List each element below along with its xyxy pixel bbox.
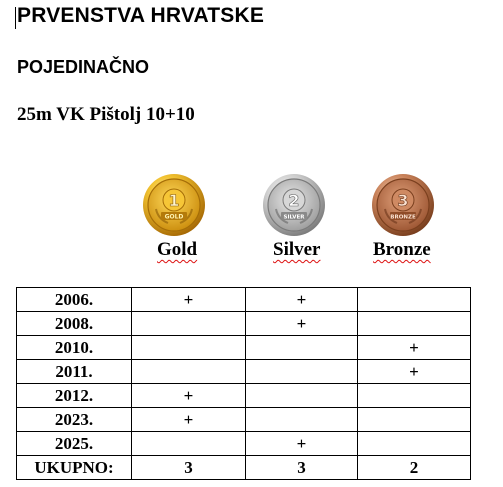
- bronze-cell: +: [358, 360, 471, 384]
- year-cell: 2023.: [17, 408, 132, 432]
- table-row: [17, 312, 471, 336]
- bronze-cell: [358, 288, 471, 312]
- silver-cell: [246, 336, 358, 360]
- gold-cell: [132, 336, 246, 360]
- gold-cell: [132, 360, 246, 384]
- table-row: [17, 288, 471, 312]
- bronze-cell: [358, 432, 471, 456]
- year-cell: 2011.: [17, 360, 132, 384]
- total-row: [17, 456, 471, 480]
- bronze-cell: [358, 408, 471, 432]
- table-row: [17, 384, 471, 408]
- silver-medal-number: 2: [288, 191, 300, 210]
- bronze-medal-icon: [371, 173, 435, 237]
- year-cell: 2008.: [17, 312, 132, 336]
- gold-cell: +: [132, 288, 246, 312]
- text-cursor: [15, 7, 16, 29]
- total-gold: 3: [132, 456, 246, 480]
- table-row: [17, 360, 471, 384]
- event-title: 25m VK Pištolj 10+10: [17, 104, 195, 125]
- bronze-cell: +: [358, 336, 471, 360]
- bronze-medal-ribbon: BRONZE: [390, 214, 416, 221]
- silver-cell: +: [246, 312, 358, 336]
- gold-cell: [132, 432, 246, 456]
- bronze-medal-number: 3: [397, 191, 409, 210]
- silver-medal-icon: [262, 173, 326, 237]
- bronze-label: Bronze: [373, 239, 431, 260]
- document-subtitle: POJEDINAČNO: [17, 57, 150, 77]
- year-cell: 2010.: [17, 336, 132, 360]
- gold-medal-number: 1: [168, 191, 180, 210]
- table-row: [17, 432, 471, 456]
- table-row: [17, 336, 471, 360]
- total-bronze: 2: [358, 456, 471, 480]
- bronze-cell: [358, 384, 471, 408]
- silver-medal-ribbon: SILVER: [283, 214, 305, 221]
- gold-label: Gold: [157, 239, 198, 260]
- year-cell: 2025.: [17, 432, 132, 456]
- gold-cell: [132, 312, 246, 336]
- results-table: [16, 287, 471, 480]
- silver-cell: [246, 408, 358, 432]
- silver-cell: +: [246, 288, 358, 312]
- gold-medal-ribbon: GOLD: [164, 213, 184, 221]
- silver-cell: +: [246, 432, 358, 456]
- document-title: PRVENSTVA HRVATSKE: [17, 4, 265, 27]
- year-cell: 2012.: [17, 384, 132, 408]
- gold-cell: +: [132, 384, 246, 408]
- gold-medal-icon: [142, 173, 206, 237]
- silver-cell: [246, 360, 358, 384]
- year-cell: 2006.: [17, 288, 132, 312]
- total-label: UKUPNO:: [17, 456, 132, 480]
- bronze-cell: [358, 312, 471, 336]
- total-silver: 3: [246, 456, 358, 480]
- gold-cell: +: [132, 408, 246, 432]
- silver-cell: [246, 384, 358, 408]
- silver-label: Silver: [273, 239, 321, 260]
- table-row: [17, 408, 471, 432]
